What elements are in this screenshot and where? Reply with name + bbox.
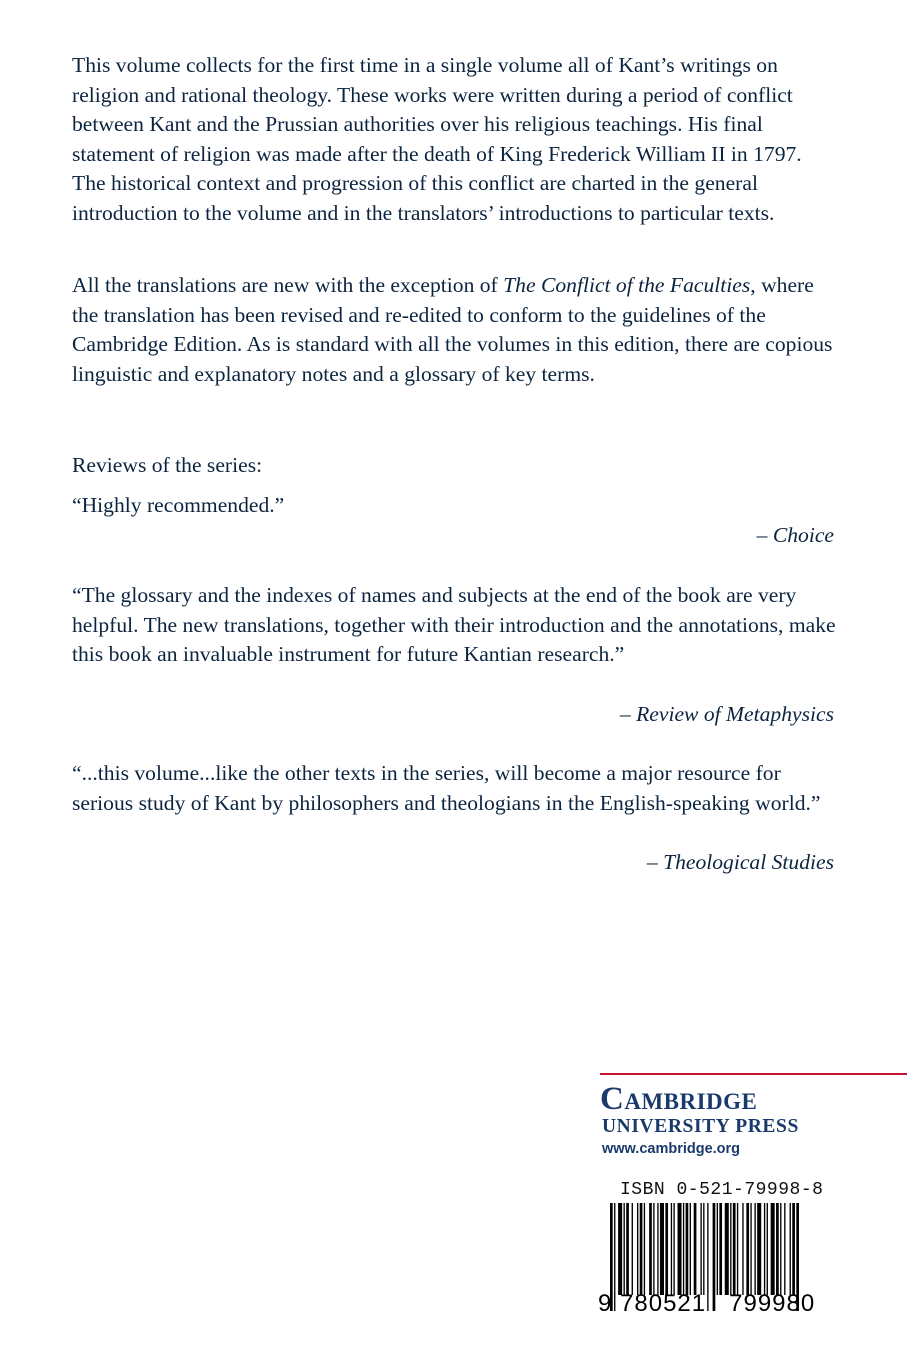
barcode-bar (686, 1203, 689, 1295)
barcode-bar (792, 1203, 795, 1295)
barcode-bar (733, 1203, 736, 1295)
barcode-bar (644, 1203, 645, 1295)
barcode-bar (632, 1203, 633, 1295)
review-quote-3: “...this volume...like the other texts in the series, will become a major resource for serious study of Kant by philosophers and theologians in the English-speaking world.” (72, 761, 821, 815)
barcode-bar (640, 1203, 643, 1295)
barcode-bar (780, 1203, 781, 1295)
review-source-dash: – (619, 702, 637, 726)
barcode-bar (746, 1203, 749, 1295)
barcode-bar (665, 1203, 668, 1295)
barcode-bar (678, 1203, 682, 1295)
description-paragraph-1 (72, 51, 836, 229)
barcode-bar (703, 1203, 704, 1295)
review-source-1 (757, 521, 834, 551)
barcode-bar (730, 1203, 731, 1295)
barcode-bar (757, 1203, 761, 1295)
barcode-bar (750, 1203, 751, 1295)
review-source-name: Review of Metaphysics (636, 702, 834, 726)
reviews-heading: Reviews of the series: (72, 453, 263, 477)
barcode-lead-digit: 9 (598, 1290, 613, 1317)
book-title: The Conflict of the Faculties (503, 273, 751, 297)
barcode-bar (694, 1203, 697, 1295)
barcode-bar (653, 1203, 654, 1295)
barcode-bar (657, 1203, 658, 1295)
publisher-name: Cambridge (600, 1081, 758, 1117)
barcode-bar (624, 1203, 625, 1295)
barcode-bar (719, 1203, 722, 1295)
publisher-url[interactable]: www.cambridge.org (602, 1141, 741, 1157)
barcode-group-left: 780521 (620, 1290, 707, 1317)
publisher-subtitle: UNIVERSITY PRESS (602, 1116, 799, 1137)
barcode-bar (683, 1203, 684, 1295)
publisher-accent-rule (600, 1073, 907, 1075)
description-text-2b: , where the translation has been revised and re-edited to conform to the guidelines of the Cambridge Edition. As is standard with all the volumes in this edition, there are copious linguistic and explanatory notes and a glossary of key terms. (72, 273, 833, 386)
review-source-dash: – (756, 523, 773, 547)
isbn-label: ISBN 0-521-79998-8 (620, 1180, 824, 1200)
barcode-bar (673, 1203, 674, 1295)
review-source-name: Theological Studies (663, 850, 834, 874)
description-paragraph-2 (72, 271, 836, 389)
barcode-bar (764, 1203, 765, 1295)
review-quote-2: “The glossary and the indexes of names and subjects at the end of the book are very helpful. The new translations, together with their introduction and the annotations, make this book an invaluable instrument for future Kantian research.” (72, 583, 836, 667)
review-source-dash: – (646, 850, 664, 874)
barcode-bar (742, 1203, 743, 1295)
barcode-group-right: 799980 (729, 1290, 816, 1317)
barcode-bar (671, 1203, 672, 1295)
barcode-bar (737, 1203, 738, 1295)
description-text-2a: All the translations are new with the exception of (72, 273, 504, 297)
barcode-bar (649, 1203, 652, 1295)
barcode-bar (690, 1203, 691, 1295)
review-source-3 (647, 848, 834, 878)
barcode-digits (598, 1290, 815, 1318)
review-source-2 (620, 700, 834, 730)
barcode-bar (784, 1203, 785, 1295)
barcode-bar (790, 1203, 791, 1295)
barcode-bar (725, 1203, 729, 1295)
barcode-bar (767, 1203, 768, 1295)
review-source-name: Choice (772, 523, 834, 547)
barcode-bar (771, 1203, 775, 1295)
barcode-bar (626, 1203, 629, 1295)
barcode-bar (618, 1203, 622, 1295)
barcode-bar (717, 1203, 718, 1295)
barcode-bar (637, 1203, 638, 1295)
publisher-logo (600, 1081, 845, 1158)
barcode-bar (754, 1203, 755, 1295)
review-quote-1: “Highly recommended.” (72, 493, 285, 517)
barcode-bar (660, 1203, 664, 1295)
barcode-bar (776, 1203, 779, 1295)
description-text-1: This volume collects for the first time in a single volume all of Kant’s writings on religion and rational theology. These works were written during a period of conflict between Kant and the Prussian authorities over his religious teachings. His final statement of religion was made after the death of King Frederick William II in 1797. The historical context and progression of this conflict are charted in the general introduction to the volume and in the translators’ introductions to particular texts. (72, 53, 802, 225)
barcode-bar (700, 1203, 701, 1295)
